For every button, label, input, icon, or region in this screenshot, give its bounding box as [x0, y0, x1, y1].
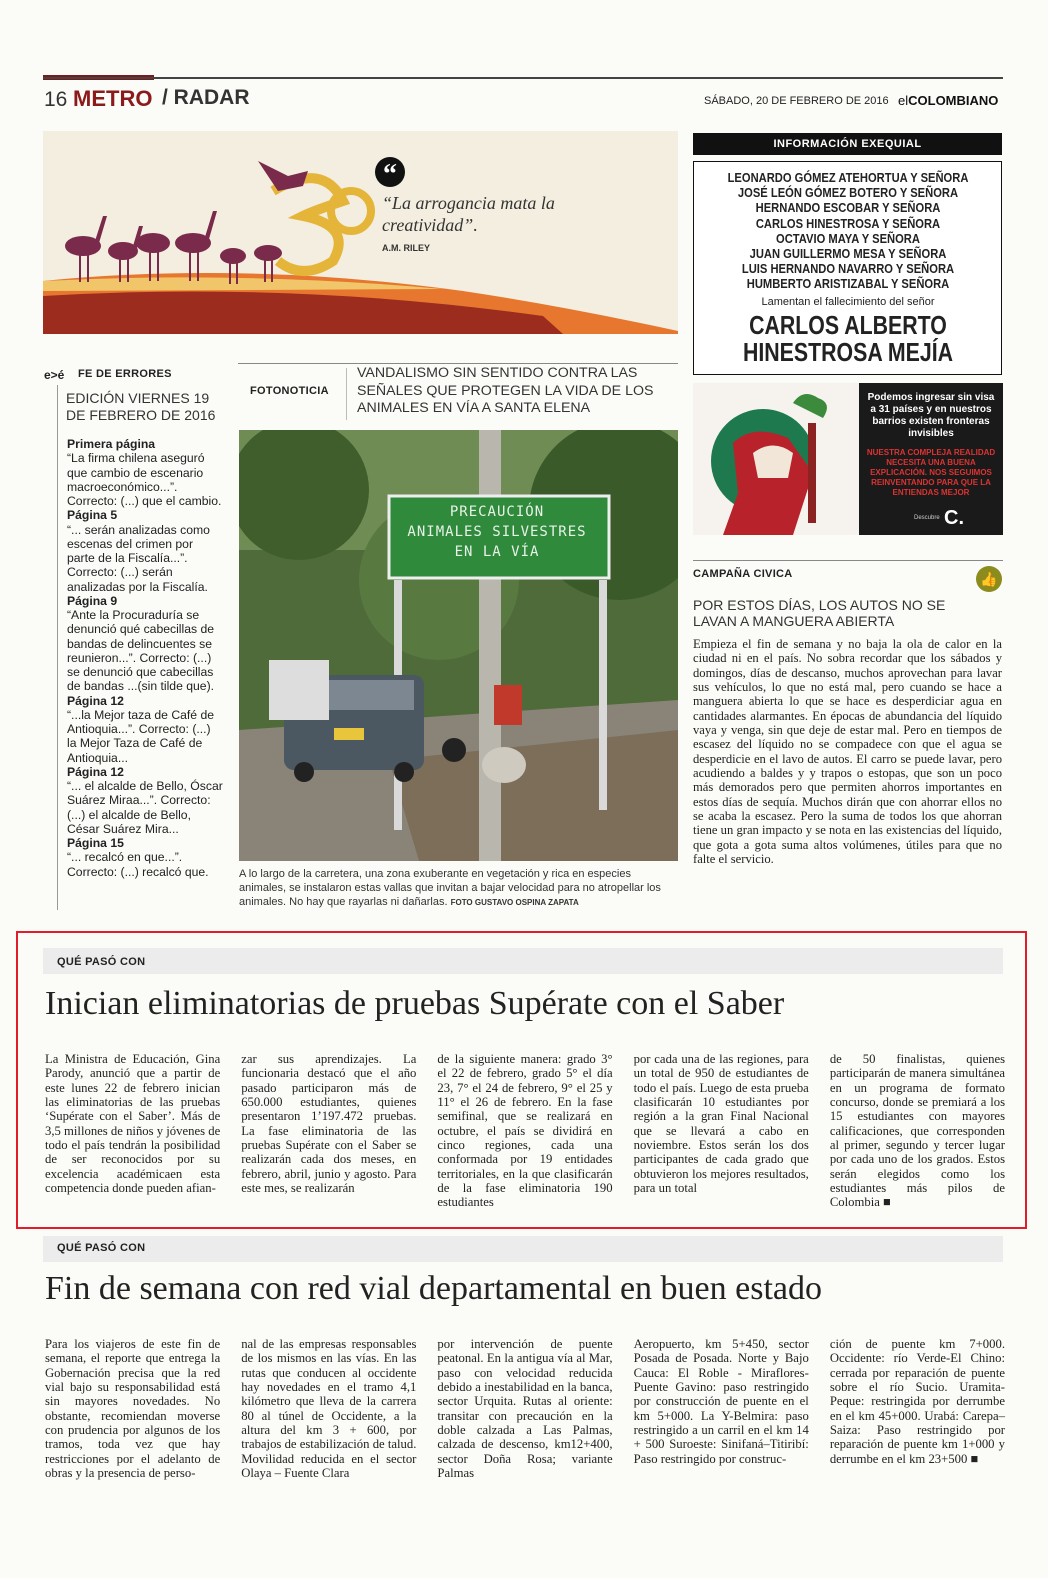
logo-prefix: el — [898, 93, 909, 108]
erratum-text: “... recalcó en que...”. Correcto: (...) recalcó que. — [67, 850, 209, 879]
exequial-names — [721, 170, 976, 292]
article-kicker-band — [43, 1236, 1003, 1262]
exequial-name: HUMBERTO ARISTIZABAL Y SEÑORA — [746, 276, 950, 292]
erratum-text: “La firma chilena aseguró que cambio de escenario macroeconómico...”. Correcto: (...) que el cambio. — [67, 451, 222, 508]
campana-label: CAMPAÑA CIVICA — [693, 568, 793, 580]
fe-errores-icon: e>é — [44, 368, 65, 382]
quote-author: A.M. RILEY — [382, 243, 431, 253]
subsection-name: / RADAR — [162, 86, 250, 109]
erratum-text: “Ante la Procuraduría se denunció qué cabecillas de bandas de delincuentes se reunieron...”. Correcto: (...) se denunció que cabecillas de bandas ...(sin tilde que). — [67, 608, 215, 694]
deceased-line-2: HINESTROSA MEJÍA — [742, 337, 954, 367]
article-column: Para los viajeros de este fin de semana, el reporte que entrega la Gobernación precisa que la red vial bajo su responsabilidad está sin mayores novedades. No obstante, recomiendan moverse con prudencia por algunos de los tramos, toda vez que hay restricciones por el adelanto de obras y la presencia de perso- — [45, 1337, 221, 1481]
article-body — [45, 1337, 1005, 1480]
ad-headline: Podemos ingresar sin visa a 31 países y en nuestros barrios existen fronteras invisibles — [867, 392, 995, 439]
sign-line-2: ANIMALES SILVESTRES — [407, 524, 587, 540]
campana-title: POR ESTOS DÍAS, LOS AUTOS NO SE LAVAN A MANGUERA ABIERTA — [693, 597, 946, 629]
exequial-name: JOSÉ LEÓN GÓMEZ BOTERO Y SEÑORA — [737, 185, 959, 201]
photo-caption — [239, 868, 679, 909]
header-rule — [43, 77, 1003, 79]
newspaper-logo — [898, 93, 998, 108]
exequial-name: LEONARDO GÓMEZ ATEHORTUA Y SEÑORA — [727, 170, 969, 185]
road-sign-text — [390, 502, 604, 562]
deceased-line-1: CARLOS ALBERTO — [749, 310, 947, 340]
exequial-name: OCTAVIO MAYA Y SEÑORA — [776, 230, 920, 246]
deceased-name — [727, 312, 970, 366]
ad-tagline: NUESTRA COMPLEJA REALIDAD NECESITA UNA BUENA EXPLICACIÓN. NOS SEGUIMOS REINVENTANDO PARA QUE LA ENTIENDAS MEJOR — [866, 448, 996, 497]
photo-credit: FOTO GUSTAVO OSPINA ZAPATA — [450, 897, 579, 907]
erratum-text: “... el alcalde de Bello, Óscar Suárez Miraa...”. Correcto: (...) el alcalde de Bello, César Suárez Mira... — [67, 779, 223, 836]
exequial-lament: Lamentan el fallecimiento del señor — [761, 296, 935, 308]
article-body — [45, 1052, 1005, 1210]
fe-errores-rule — [57, 385, 58, 910]
campana-body: Empieza el fin de semana y no baja la ola de calor en la ciudad ni en el país. No sobra recordar que los sábados y domingos, días de descanso, muchos aprovechan para lavar sus vehículos, lo que no está mal, pero cuando se hace a manguera abierta lo que se hace es desperdiciar agua en cantidades alarmantes. En épocas de abundancia del líquido vaya y venga, sin que deje de estar mal. Pero en tiempos de escasez del líquido no se compadece con que el agua se desperdicie en el lavo de autos. El carro se puede lavar, pero acudiendo a baldes y y trapos o estopas, que son un poco más demorados pero que permiten ahorros importantes en estos días de sequía. Muchos dirán que con ahorrar ellos no se acaba la escasez. Pero la suma de todos los que ahorran tiene un gran impacto y se nota en las existencias del líquido, que gota a gota suma altos volúmenes, útiles para que no falte el servicio. — [693, 637, 1002, 867]
exequial-name: HERNANDO ESCOBAR Y SEÑORA — [755, 200, 941, 216]
section-rule — [238, 363, 678, 364]
ad-logo: C. — [944, 507, 964, 529]
article-column: de 50 finalistas, quienes participarán de manera simultánea en un programa de formato concurso, donde se premiará a los 15 estudiantes con mayores calificaciones, que corresponden al primer, segundo y tercer lugar por cada uno de los grados. Estos serán elegidos como los estudiantes más pilos de Colombia ■ — [829, 1052, 1006, 1210]
exequial-heading: INFORMACIÓN EXEQUIAL — [693, 133, 1002, 155]
article-column: nal de las empresas responsables de los mismos en las vías. En las rutas que conducen al occidente hay novedades en el tramo 4,1 kilómetro que lleva de la carrera 80 al túnel de Occidente, a la altura del km 3 + 600, por trabajos de estabilización de talud. Movilidad reducida en el sector Olaya – Fuente Clara — [241, 1337, 417, 1481]
thumbs-up-icon: 👍 — [976, 566, 1002, 592]
article-column: de la siguiente manera: grado 3° el 22 de febrero, grado 5° el día 23, 7° el 24 de febrero, 9° el 25 y 11° el 26 de febrero. En la fase semifinal, que se realizará en octubre, el país se dividirá en cinco regiones, cada una conformada por 19 entidades territoriales, en la que clasificarán de la fase eliminatoria 190 estudiantes — [437, 1052, 613, 1210]
article-column: La Ministra de Educación, Gina Parody, anunció que a partir de este lunes 22 de febrero inician las eliminatorias de las pruebas ‘Supérate con el Saber’. Más de 3,5 millones de niños y jóvenes de todo el país tendrán la posibilidad de ser reconocidos por su excelencia académicaen esta competencia donde pueden afian- — [45, 1052, 221, 1196]
article-column: Aeropuerto, km 5+450, sector Posada de Posada. Norte y Bajo Cauca: El Roble - Miraflores-Puente Gavino: paso restringido por construcción de puente en el km 5+000. La Y-Belmira: paso restringido a un carril en el km 14 + 500 Suroeste: Sinifaná–Titiribí: Paso restringido por construc- — [633, 1337, 809, 1466]
subsection-label: RADAR — [173, 86, 250, 109]
article-column: por intervención de puente peatonal. En la antigua vía al Mar, paso con velocidad reducida debido a inestabilidad en la banca, sector Urquita. Rutas al oriente: transitar con precaución en la doble calzada a Las Palmas, calzada de descenso, km12+400, sector Doña Rosa; variante Palmas — [437, 1337, 613, 1481]
exequial-name: CARLOS HINESTROSA Y SEÑORA — [755, 215, 941, 231]
article-kicker-band — [43, 948, 1003, 974]
sign-line-3: EN LA VÍA — [454, 544, 540, 560]
exequial-name: LUIS HERNANDO NAVARRO Y SEÑORA — [741, 261, 955, 277]
road-sign-photo — [239, 430, 678, 861]
article-column: zar sus aprendizajes. La funcionaria destacó que el año pasado participaron más de 650.000 estudiantes, quienes presentaron 1’197.472 pruebas. La fase eliminatoria de las pruebas Supérate con el Saber se realizarán cada dos meses, en febrero, abril, junio y agosto. Para este mes, se realizarán — [241, 1052, 417, 1196]
article-column: por cada una de las regiones, para un total de 950 de estudiantes de todo el país. Luego de esta prueba clasificarán 10 estudiantes por región a la gran Final Nacional que se llevará a cabo en noviembre. Estos serán los dos participantes de cada grado que obtuvieron los mejores resultados, para un total — [633, 1052, 809, 1196]
article-kicker: QUÉ PASÓ CON — [57, 1242, 146, 1254]
sign-line-1: PRECAUCIÓN — [449, 504, 545, 520]
page-number: 16 — [44, 88, 68, 111]
article-headline: Inician eliminatorias de pruebas Supérate con el Saber — [45, 985, 785, 1022]
fe-errores-list — [67, 437, 223, 879]
article-headline: Fin de semana con red vial departamental en buen estado — [45, 1270, 822, 1307]
ad-logo-caption: Descubre — [914, 515, 940, 521]
erratum-page: Primera página — [67, 437, 156, 451]
issue-date: SÁBADO, 20 DE FEBRERO DE 2016 — [704, 95, 889, 107]
article-column: ción de puente km 7+000. Occidente: río Verde-El Chino: cerrada por reparación de puente sobre el río Sucio. Uramita-Peque: restringida por derrumbe en el km 45+000. Urabá: Carepa– Saiza: Paso restringido por reparación de puente km 1+000 y derrumbe en el km 23+500 ■ — [829, 1337, 1006, 1466]
fotonoticia-divider — [346, 368, 347, 420]
erratum-page: Página 12 — [67, 764, 124, 779]
fe-errores-label: FE DE ERRORES — [78, 368, 172, 380]
erratum-page: Página 15 — [67, 836, 124, 850]
erratum-page: Página 12 — [67, 693, 124, 708]
fotonoticia-title: VANDALISMO SIN SENTIDO CONTRA LAS SEÑALES QUE PROTEGEN LA VIDA DE LOS ANIMALES EN VÍA A SANTA ELENA — [357, 365, 654, 417]
photo-scene — [239, 430, 678, 861]
erratum-page: Página 9 — [67, 593, 118, 608]
quote-icon: “ — [375, 157, 405, 187]
section-rule — [693, 560, 1003, 561]
section-name: METRO — [73, 86, 153, 111]
fe-errores-edition: EDICIÓN VIERNES 19 DE FEBRERO DE 2016 — [66, 390, 216, 423]
article-kicker: QUÉ PASÓ CON — [57, 956, 146, 968]
erratum-page: Página 5 — [67, 508, 118, 523]
ad-figure-graphic — [693, 383, 859, 535]
caption-text: A lo largo de la carretera, una zona exuberante en vegetación y rica en especies animales, se instalaron estas vallas que invitan a bajar velocidad para no atropellar los animales. No hay que rayarlas ni dañarlas. — [239, 868, 661, 908]
logo-name: COLOMBIANO — [908, 93, 999, 108]
erratum-text: “...la Mejor taza de Café de Antioquia...”. Correcto: (...) la Mejor Taza de Café de Antioquia... — [67, 707, 214, 765]
exequial-name: JUAN GUILLERMO MESA Y SEÑORA — [749, 246, 947, 262]
ad-illustration — [693, 383, 859, 535]
quote-text: “La arrogancia mata la creatividad”. — [382, 193, 555, 235]
fotonoticia-label: FOTONOTICIA — [250, 385, 329, 397]
erratum-text: “... serán analizadas como escenas del crimen por parte de la Fiscalía...”. Correcto: (...) serán analizadas por la Fiscalía. — [67, 522, 210, 594]
